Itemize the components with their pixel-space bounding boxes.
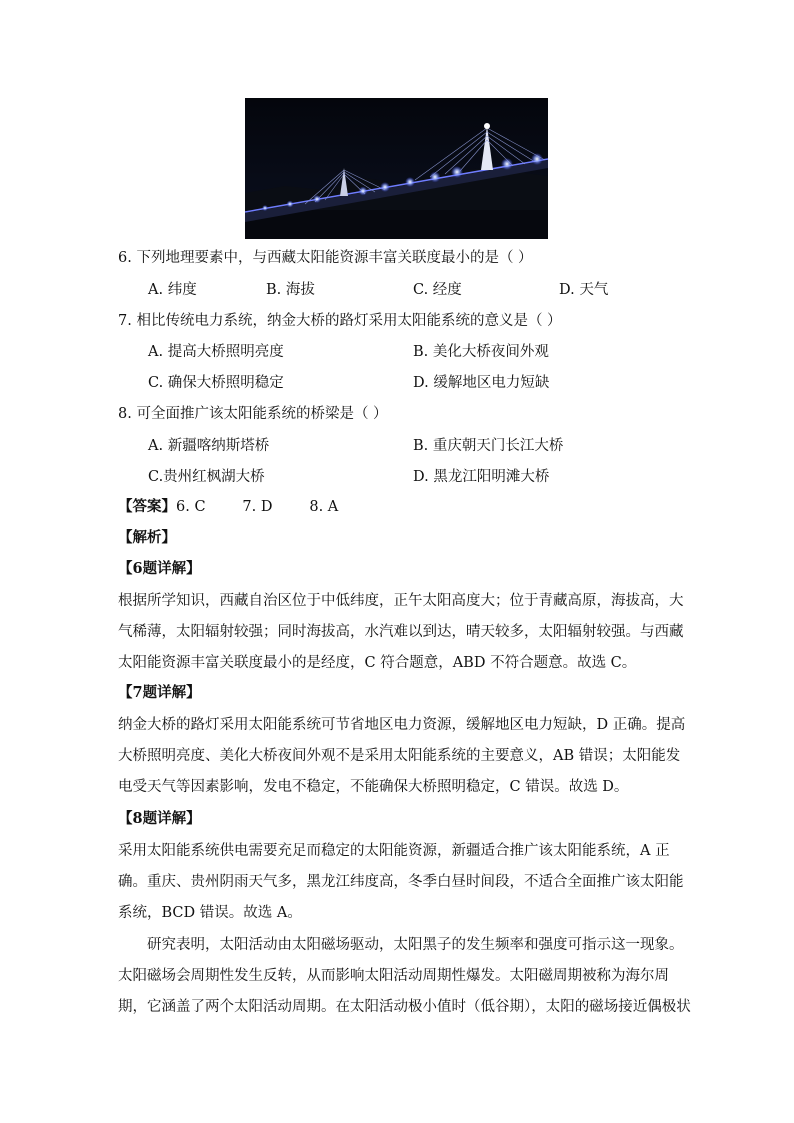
answer-text: 6. C 7. D 8. A <box>176 499 339 515</box>
detail-7-line: 大桥照明亮度、美化大桥夜间外观不是采用太阳能系统的主要意义，AB 错误；太阳能发 <box>118 748 681 764</box>
passage-line: 期，它涵盖了两个太阳活动周期。在太阳活动极小值时（低谷期），太阳的磁场接近偶极状 <box>118 999 691 1015</box>
passage-line: 研究表明，太阳活动由太阳磁场驱动，太阳黑子的发生频率和强度可指示这一现象。 <box>147 937 684 953</box>
q6-option-b: B. 海拔 <box>266 282 315 298</box>
question-7-stem: 7. 相比传统电力系统，纳金大桥的路灯采用太阳能系统的意义是（ ） <box>118 313 562 329</box>
q8-option-a: A. 新疆喀纳斯塔桥 <box>148 438 270 454</box>
q6-option-c: C. 经度 <box>413 282 462 298</box>
analysis-label: 【解析】 <box>118 529 176 546</box>
detail-6-line: 气稀薄，太阳辐射较强；同时海拔高，水汽难以到达，晴天较多，太阳辐射较强。与西藏 <box>118 624 684 640</box>
q8-option-d: D. 黑龙江阳明滩大桥 <box>413 469 550 485</box>
detail-6-text <box>118 586 684 679</box>
answer-line <box>118 497 338 517</box>
detail-6-line: 根据所学知识，西藏自治区位于中低纬度，正午太阳高度大；位于青藏高原，海拔高，大 <box>118 593 684 609</box>
q6-option-a: A. 纬度 <box>148 282 197 298</box>
detail-7-line: 电受天气等因素影响，发电不稳定，不能确保大桥照明稳定，C 错误。故选 D。 <box>118 779 629 795</box>
detail-8-text <box>118 836 684 929</box>
detail-7-label: 【7题详解】 <box>118 684 201 701</box>
q7-option-d: D. 缓解地区电力短缺 <box>413 375 550 391</box>
detail-6-label: 【6题详解】 <box>118 560 201 577</box>
reading-passage <box>118 930 691 1023</box>
passage-line: 太阳磁场会周期性发生反转，从而影响太阳活动周期性爆发。太阳磁周期被称为海尔周 <box>118 968 669 984</box>
q8-option-c: C.贵州红枫湖大桥 <box>148 469 265 485</box>
detail-7-text <box>118 710 686 803</box>
question-8-stem: 8. 可全面推广该太阳能系统的桥梁是（ ） <box>118 406 388 422</box>
detail-8-line: 确。重庆、贵州阴雨天气多，黑龙江纬度高，冬季白昼时间段，不适合全面推广该太阳能 <box>118 874 684 890</box>
q7-option-b: B. 美化大桥夜间外观 <box>413 344 549 360</box>
detail-8-line: 采用太阳能系统供电需要充足而稳定的太阳能资源，新疆适合推广该太阳能系统，A 正 <box>118 843 670 859</box>
q8-option-b: B. 重庆朝天门长江大桥 <box>413 438 564 454</box>
detail-6-line: 太阳能资源丰富关联度最小的是经度，C 符合题意，ABD 不符合题意。故选 C。 <box>118 655 637 671</box>
q7-option-a: A. 提高大桥照明亮度 <box>148 344 284 360</box>
answer-label: 【答案】 <box>118 498 176 515</box>
question-6-stem: 6. 下列地理要素中，与西藏太阳能资源丰富关联度最小的是（ ） <box>118 250 533 266</box>
bridge-night-photo <box>245 98 548 239</box>
q6-option-d: D. 天气 <box>559 282 609 298</box>
q7-option-c: C. 确保大桥照明稳定 <box>148 375 284 391</box>
detail-8-label: 【8题详解】 <box>118 810 201 827</box>
detail-8-line: 系统，BCD 错误。故选 A。 <box>118 905 302 921</box>
detail-7-line: 纳金大桥的路灯采用太阳能系统可节省地区电力资源，缓解地区电力短缺，D 正确。提高 <box>118 717 686 733</box>
